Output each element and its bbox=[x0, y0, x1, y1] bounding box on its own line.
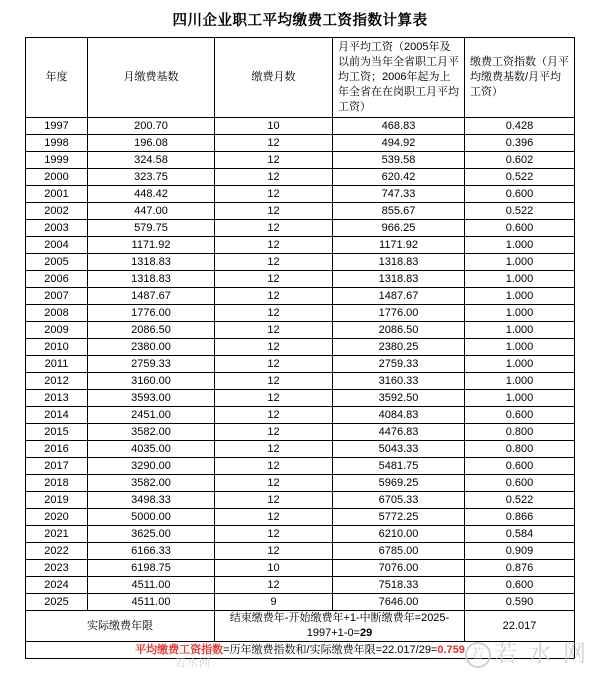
footer-row bbox=[26, 642, 575, 659]
cell-year: 2025 bbox=[26, 594, 88, 611]
table-body bbox=[26, 118, 575, 611]
cell-average-wage: 7518.33 bbox=[333, 577, 465, 594]
cell-average-wage: 7076.00 bbox=[333, 560, 465, 577]
table-row bbox=[26, 186, 575, 203]
cell-year: 1997 bbox=[26, 118, 88, 135]
table-row bbox=[26, 339, 575, 356]
cell-year: 1998 bbox=[26, 135, 88, 152]
cell-months: 12 bbox=[215, 203, 333, 220]
cell-months: 12 bbox=[215, 135, 333, 152]
cell-base: 3160.00 bbox=[88, 373, 215, 390]
cell-base: 200.70 bbox=[88, 118, 215, 135]
cell-index: 1.000 bbox=[465, 390, 575, 407]
cell-months: 12 bbox=[215, 254, 333, 271]
column-header-index: 缴费工资指数（月平均缴费基数/月平均工资） bbox=[465, 38, 575, 118]
cell-average-wage: 494.92 bbox=[333, 135, 465, 152]
cell-months: 12 bbox=[215, 152, 333, 169]
cell-months: 12 bbox=[215, 186, 333, 203]
column-header-base: 月缴费基数 bbox=[88, 38, 215, 118]
cell-average-wage: 5481.75 bbox=[333, 458, 465, 475]
cell-index: 1.000 bbox=[465, 271, 575, 288]
cell-index: 1.000 bbox=[465, 237, 575, 254]
cell-year: 2000 bbox=[26, 169, 88, 186]
cell-months: 12 bbox=[215, 424, 333, 441]
cell-year: 2005 bbox=[26, 254, 88, 271]
cell-base: 2380.00 bbox=[88, 339, 215, 356]
cell-average-wage: 3592.50 bbox=[333, 390, 465, 407]
page-title: 四川企业职工平均缴费工资指数计算表 bbox=[172, 13, 428, 29]
cell-year: 2013 bbox=[26, 390, 88, 407]
table-row bbox=[26, 152, 575, 169]
column-header-average-wage: 月平均工资（2005年及以前为当年全省职工月平均工资；2006年起为上年全省在在岗职工月平均工资） bbox=[333, 38, 465, 118]
cell-base: 3582.00 bbox=[88, 424, 215, 441]
cell-base: 1318.83 bbox=[88, 254, 215, 271]
cell-months: 12 bbox=[215, 271, 333, 288]
cell-index: 1.000 bbox=[465, 254, 575, 271]
cell-months: 12 bbox=[215, 492, 333, 509]
cell-months: 12 bbox=[215, 441, 333, 458]
cell-average-wage: 7646.00 bbox=[333, 594, 465, 611]
cell-average-wage: 1487.67 bbox=[333, 288, 465, 305]
table-row bbox=[26, 305, 575, 322]
footer-formula bbox=[26, 642, 575, 659]
cell-index: 0.600 bbox=[465, 577, 575, 594]
cell-index: 0.600 bbox=[465, 407, 575, 424]
cell-months: 12 bbox=[215, 169, 333, 186]
table-row bbox=[26, 543, 575, 560]
table-row bbox=[26, 492, 575, 509]
summary-formula-result: 29 bbox=[359, 627, 373, 639]
summary-total-index: 22.017 bbox=[465, 611, 575, 642]
cell-average-wage: 966.25 bbox=[333, 220, 465, 237]
cell-average-wage: 747.33 bbox=[333, 186, 465, 203]
table-row bbox=[26, 203, 575, 220]
cell-year: 2022 bbox=[26, 543, 88, 560]
summary-label: 实际缴费年限 bbox=[26, 611, 215, 642]
cell-average-wage: 1171.92 bbox=[333, 237, 465, 254]
cell-index: 1.000 bbox=[465, 305, 575, 322]
cell-year: 2020 bbox=[26, 509, 88, 526]
cell-base: 1487.67 bbox=[88, 288, 215, 305]
cell-months: 12 bbox=[215, 475, 333, 492]
cell-average-wage: 539.58 bbox=[333, 152, 465, 169]
cell-average-wage: 620.42 bbox=[333, 169, 465, 186]
table-row bbox=[26, 424, 575, 441]
summary-formula-text: 结束缴费年-开始缴费年+1-中断缴费年=2025-1997+1-0= bbox=[229, 612, 450, 639]
cell-year: 2002 bbox=[26, 203, 88, 220]
cell-base: 4511.00 bbox=[88, 594, 215, 611]
cell-year: 2009 bbox=[26, 322, 88, 339]
cell-months: 10 bbox=[215, 560, 333, 577]
cell-year: 2024 bbox=[26, 577, 88, 594]
table-row bbox=[26, 475, 575, 492]
cell-index: 0.876 bbox=[465, 560, 575, 577]
table-row bbox=[26, 594, 575, 611]
cell-months: 12 bbox=[215, 458, 333, 475]
cell-base: 2759.33 bbox=[88, 356, 215, 373]
cell-year: 2015 bbox=[26, 424, 88, 441]
cell-index: 0.590 bbox=[465, 594, 575, 611]
cell-year: 2011 bbox=[26, 356, 88, 373]
table-row bbox=[26, 220, 575, 237]
table-row bbox=[26, 271, 575, 288]
watermark-text: 若 水 网 bbox=[494, 641, 588, 667]
cell-base: 6166.33 bbox=[88, 543, 215, 560]
footer-label: 平均缴费工资指数 bbox=[135, 643, 224, 656]
cell-months: 12 bbox=[215, 543, 333, 560]
cell-months: 12 bbox=[215, 220, 333, 237]
cell-average-wage: 3160.33 bbox=[333, 373, 465, 390]
table-row bbox=[26, 458, 575, 475]
cell-index: 0.600 bbox=[465, 220, 575, 237]
cell-year: 2021 bbox=[26, 526, 88, 543]
cell-base: 324.58 bbox=[88, 152, 215, 169]
cell-index: 0.522 bbox=[465, 203, 575, 220]
cell-average-wage: 6705.33 bbox=[333, 492, 465, 509]
cell-months: 12 bbox=[215, 390, 333, 407]
cell-year: 2006 bbox=[26, 271, 88, 288]
cell-base: 4035.00 bbox=[88, 441, 215, 458]
cell-average-wage: 5969.25 bbox=[333, 475, 465, 492]
cell-year: 2019 bbox=[26, 492, 88, 509]
cell-base: 6198.75 bbox=[88, 560, 215, 577]
cell-base: 3582.00 bbox=[88, 475, 215, 492]
cell-year: 2003 bbox=[26, 220, 88, 237]
cell-index: 1.000 bbox=[465, 288, 575, 305]
cell-months: 9 bbox=[215, 594, 333, 611]
table-row bbox=[26, 577, 575, 594]
cell-base: 1171.92 bbox=[88, 237, 215, 254]
cell-months: 12 bbox=[215, 322, 333, 339]
footer-result: 0.759 bbox=[437, 643, 465, 656]
watermark-badge-icon: 若 bbox=[465, 642, 491, 668]
cell-average-wage: 4476.83 bbox=[333, 424, 465, 441]
cell-average-wage: 4084.83 bbox=[333, 407, 465, 424]
cell-months: 12 bbox=[215, 237, 333, 254]
cell-months: 12 bbox=[215, 407, 333, 424]
cell-average-wage: 6785.00 bbox=[333, 543, 465, 560]
table-row bbox=[26, 254, 575, 271]
table-row bbox=[26, 322, 575, 339]
cell-months: 12 bbox=[215, 373, 333, 390]
table-row bbox=[26, 526, 575, 543]
table-row bbox=[26, 390, 575, 407]
table-row bbox=[26, 560, 575, 577]
contribution-index-table bbox=[25, 37, 575, 659]
cell-index: 0.396 bbox=[465, 135, 575, 152]
cell-base: 196.08 bbox=[88, 135, 215, 152]
cell-average-wage: 855.67 bbox=[333, 203, 465, 220]
cell-base: 3625.00 bbox=[88, 526, 215, 543]
cell-year: 2010 bbox=[26, 339, 88, 356]
table-row bbox=[26, 118, 575, 135]
table-row bbox=[26, 407, 575, 424]
cell-year: 2004 bbox=[26, 237, 88, 254]
cell-average-wage: 2380.25 bbox=[333, 339, 465, 356]
cell-months: 12 bbox=[215, 509, 333, 526]
cell-base: 1776.00 bbox=[88, 305, 215, 322]
cell-base: 5000.00 bbox=[88, 509, 215, 526]
cell-year: 2014 bbox=[26, 407, 88, 424]
cell-index: 1.000 bbox=[465, 322, 575, 339]
cell-months: 12 bbox=[215, 305, 333, 322]
cell-base: 447.00 bbox=[88, 203, 215, 220]
table-row bbox=[26, 509, 575, 526]
column-header-year: 年度 bbox=[26, 38, 88, 118]
cell-months: 12 bbox=[215, 356, 333, 373]
table-row bbox=[26, 169, 575, 186]
cell-average-wage: 1776.00 bbox=[333, 305, 465, 322]
cell-year: 2018 bbox=[26, 475, 88, 492]
cell-index: 0.600 bbox=[465, 475, 575, 492]
cell-months: 12 bbox=[215, 577, 333, 594]
cell-year: 2001 bbox=[26, 186, 88, 203]
cell-year: 2012 bbox=[26, 373, 88, 390]
cell-average-wage: 1318.83 bbox=[333, 254, 465, 271]
cell-base: 3498.33 bbox=[88, 492, 215, 509]
table-row bbox=[26, 373, 575, 390]
cell-index: 0.428 bbox=[465, 118, 575, 135]
cell-year: 2023 bbox=[26, 560, 88, 577]
cell-base: 2086.50 bbox=[88, 322, 215, 339]
cell-index: 0.800 bbox=[465, 441, 575, 458]
table-row bbox=[26, 237, 575, 254]
cell-index: 0.600 bbox=[465, 458, 575, 475]
column-header-months: 缴费月数 bbox=[215, 38, 333, 118]
cell-year: 2017 bbox=[26, 458, 88, 475]
table-row bbox=[26, 288, 575, 305]
table-footer bbox=[26, 611, 575, 659]
table-row bbox=[26, 356, 575, 373]
cell-year: 2007 bbox=[26, 288, 88, 305]
cell-base: 448.42 bbox=[88, 186, 215, 203]
cell-average-wage: 2759.33 bbox=[333, 356, 465, 373]
cell-base: 3593.00 bbox=[88, 390, 215, 407]
footer-middle: =历年缴费指数和/实际缴费年限=22.017/29= bbox=[223, 643, 438, 656]
cell-average-wage: 5772.25 bbox=[333, 509, 465, 526]
cell-base: 2451.00 bbox=[88, 407, 215, 424]
cell-index: 0.800 bbox=[465, 424, 575, 441]
summary-row bbox=[26, 611, 575, 642]
cell-year: 1999 bbox=[26, 152, 88, 169]
cell-year: 2016 bbox=[26, 441, 88, 458]
cell-base: 323.75 bbox=[88, 169, 215, 186]
cell-base: 4511.00 bbox=[88, 577, 215, 594]
table-row bbox=[26, 135, 575, 152]
cell-months: 10 bbox=[215, 118, 333, 135]
cell-index: 0.602 bbox=[465, 152, 575, 169]
cell-base: 1318.83 bbox=[88, 271, 215, 288]
cell-average-wage: 468.83 bbox=[333, 118, 465, 135]
cell-months: 12 bbox=[215, 526, 333, 543]
watermark-small: 若水网 bbox=[175, 657, 211, 669]
cell-average-wage: 6210.00 bbox=[333, 526, 465, 543]
table-header bbox=[26, 38, 575, 118]
cell-base: 579.75 bbox=[88, 220, 215, 237]
cell-year: 2008 bbox=[26, 305, 88, 322]
cell-index: 0.866 bbox=[465, 509, 575, 526]
cell-index: 0.584 bbox=[465, 526, 575, 543]
cell-index: 1.000 bbox=[465, 373, 575, 390]
cell-index: 0.522 bbox=[465, 169, 575, 186]
cell-index: 0.909 bbox=[465, 543, 575, 560]
table-row bbox=[26, 441, 575, 458]
cell-index: 0.522 bbox=[465, 492, 575, 509]
summary-formula bbox=[215, 611, 465, 642]
cell-index: 1.000 bbox=[465, 339, 575, 356]
cell-average-wage: 2086.50 bbox=[333, 322, 465, 339]
cell-index: 1.000 bbox=[465, 356, 575, 373]
cell-months: 12 bbox=[215, 288, 333, 305]
cell-average-wage: 5043.33 bbox=[333, 441, 465, 458]
cell-average-wage: 1318.83 bbox=[333, 271, 465, 288]
cell-base: 3290.00 bbox=[88, 458, 215, 475]
cell-index: 0.600 bbox=[465, 186, 575, 203]
cell-months: 12 bbox=[215, 339, 333, 356]
